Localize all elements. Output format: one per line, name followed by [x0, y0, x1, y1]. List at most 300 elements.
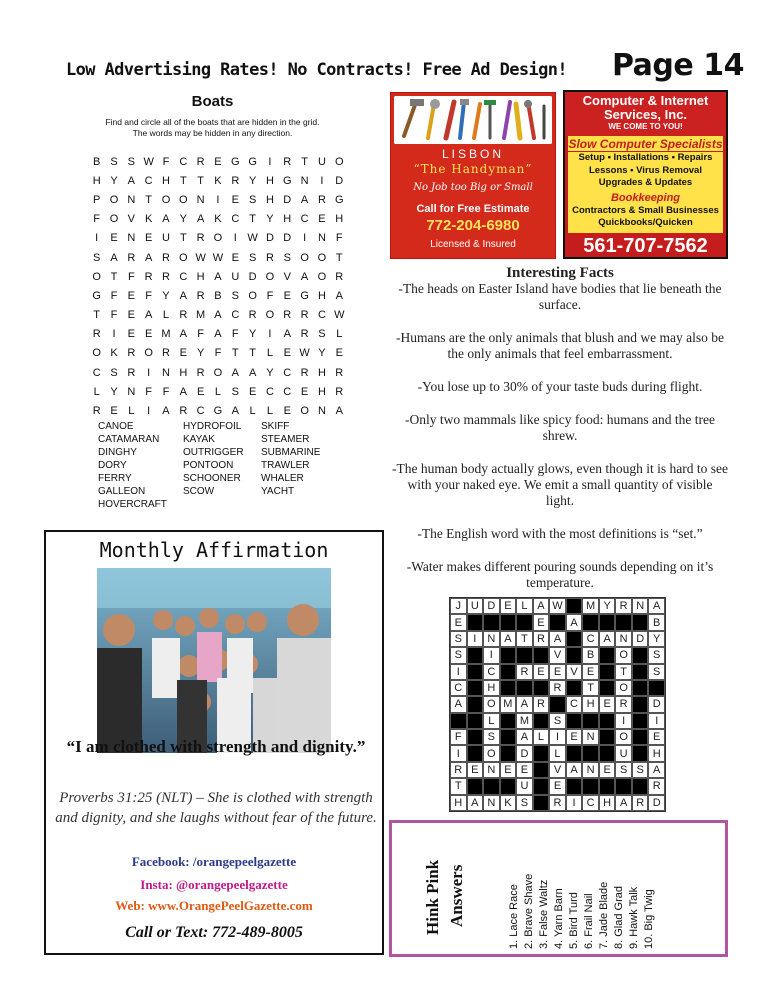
crossword-cell[interactable]: M — [516, 713, 533, 729]
word-search-letter[interactable]: B — [92, 155, 101, 168]
word-search-letter[interactable]: O — [179, 193, 188, 206]
crossword-cell[interactable]: D — [648, 696, 665, 712]
word-search-letter[interactable]: Y — [179, 213, 187, 226]
word-search-letter[interactable]: O — [265, 270, 275, 283]
word-search-letter[interactable]: R — [265, 251, 274, 264]
crossword-black-cell[interactable] — [500, 713, 517, 729]
word-search-letter[interactable]: R — [283, 155, 292, 168]
crossword-black-cell[interactable] — [566, 680, 583, 696]
word-search-letter[interactable]: N — [127, 193, 136, 206]
word-search-letter[interactable]: N — [317, 405, 326, 418]
crossword-cell[interactable]: A — [648, 598, 665, 614]
word-search-letter[interactable]: S — [92, 251, 101, 264]
word-search-letter[interactable]: R — [162, 270, 170, 283]
word-search-letter[interactable]: U — [231, 270, 240, 283]
word-search-letter[interactable]: I — [95, 232, 99, 245]
crossword-cell[interactable]: R — [632, 795, 649, 811]
word-search-letter[interactable]: K — [144, 213, 153, 226]
word-search-letter[interactable]: S — [283, 251, 291, 264]
crossword-cell[interactable]: I — [549, 729, 566, 745]
word-search-letter[interactable]: N — [127, 232, 136, 245]
crossword-black-cell[interactable] — [566, 778, 583, 794]
word-search-letter[interactable]: A — [300, 193, 309, 206]
word-search-letter[interactable]: A — [300, 270, 309, 283]
word-search-letter[interactable]: V — [127, 213, 135, 226]
word-search-letter[interactable]: Y — [248, 174, 257, 187]
word-search-letter[interactable]: L — [336, 328, 343, 341]
crossword-black-cell[interactable] — [582, 713, 599, 729]
crossword-black-cell[interactable] — [533, 762, 550, 778]
word-search-letter[interactable]: W — [334, 309, 345, 322]
crossword-black-cell[interactable] — [615, 614, 632, 630]
crossword-black-cell[interactable] — [467, 664, 484, 680]
crossword-black-cell[interactable] — [533, 713, 550, 729]
crossword-cell[interactable]: I — [615, 713, 632, 729]
word-search-letter[interactable]: N — [317, 232, 326, 245]
crossword-cell[interactable]: U — [615, 745, 632, 761]
crossword-cell[interactable]: V — [549, 647, 566, 663]
crossword-black-cell[interactable] — [533, 680, 550, 696]
crossword-cell[interactable]: T — [615, 664, 632, 680]
crossword-cell[interactable]: R — [615, 696, 632, 712]
word-search-letter[interactable]: R — [179, 405, 188, 418]
word-search-letter[interactable]: Y — [196, 347, 205, 360]
crossword-black-cell[interactable] — [467, 745, 484, 761]
word-search-letter[interactable]: W — [299, 347, 310, 360]
crossword-cell[interactable]: O — [615, 647, 632, 663]
crossword-cell[interactable]: A — [533, 598, 550, 614]
crossword-cell[interactable]: L — [549, 745, 566, 761]
word-search-letter[interactable]: D — [265, 232, 274, 245]
crossword-cell[interactable]: T — [582, 680, 599, 696]
crossword-black-cell[interactable] — [599, 745, 616, 761]
crossword-black-cell[interactable] — [483, 778, 500, 794]
crossword-cell[interactable]: O — [483, 745, 500, 761]
crossword-cell[interactable]: V — [549, 762, 566, 778]
crossword-cell[interactable]: U — [467, 598, 484, 614]
crossword-black-cell[interactable] — [648, 680, 665, 696]
word-search-letter[interactable]: F — [162, 385, 170, 398]
word-search-letter[interactable]: M — [161, 328, 171, 341]
crossword-black-cell[interactable] — [599, 729, 616, 745]
word-search-letter[interactable]: B — [214, 289, 222, 302]
crossword-cell[interactable]: A — [615, 795, 632, 811]
crossword-cell[interactable]: I — [648, 713, 665, 729]
word-search-letter[interactable]: C — [144, 174, 153, 187]
word-search-letter[interactable]: H — [196, 270, 205, 283]
crossword-cell[interactable]: E — [549, 664, 566, 680]
crossword-cell[interactable]: U — [516, 778, 533, 794]
word-search-letter[interactable]: Y — [110, 385, 118, 398]
word-search-letter[interactable]: C — [231, 309, 240, 322]
crossword-black-cell[interactable] — [500, 614, 517, 630]
word-search-letter[interactable]: T — [93, 309, 101, 322]
crossword-cell[interactable]: E — [500, 598, 517, 614]
crossword-black-cell[interactable] — [599, 778, 616, 794]
word-search-letter[interactable]: R — [179, 309, 188, 322]
word-search-letter[interactable]: C — [265, 385, 274, 398]
crossword-cell[interactable]: Y — [599, 598, 616, 614]
word-search-letter[interactable]: K — [214, 213, 222, 226]
word-search-letter[interactable]: A — [179, 328, 187, 341]
word-search-letter[interactable]: R — [162, 347, 170, 360]
word-search-letter[interactable]: A — [214, 328, 222, 341]
word-search-letter[interactable]: E — [127, 309, 135, 322]
word-search-letter[interactable]: H — [265, 193, 274, 206]
word-search-letter[interactable]: O — [265, 309, 275, 322]
word-search-letter[interactable]: C — [283, 366, 292, 379]
word-search-letter[interactable]: G — [231, 155, 240, 168]
word-search-letter[interactable]: I — [112, 328, 116, 341]
website-link[interactable]: Web: www.OrangePeelGazette.com — [115, 898, 313, 913]
word-search-letter[interactable]: A — [248, 366, 257, 379]
word-search-letter[interactable]: C — [92, 366, 101, 379]
word-search-letter[interactable]: Y — [318, 347, 326, 360]
word-search-letter[interactable]: O — [248, 289, 257, 302]
crossword-cell[interactable]: E — [533, 664, 550, 680]
crossword-cell[interactable]: E — [599, 696, 616, 712]
crossword-cell[interactable]: L — [533, 729, 550, 745]
word-search-letter[interactable]: I — [147, 366, 151, 379]
crossword-cell[interactable]: R — [648, 778, 665, 794]
crossword-cell[interactable]: N — [483, 795, 500, 811]
crossword-black-cell[interactable] — [632, 745, 649, 761]
word-search-letter[interactable]: T — [249, 213, 256, 226]
crossword-cell[interactable]: I — [450, 664, 467, 680]
word-search-letter[interactable]: N — [127, 385, 136, 398]
crossword-cell[interactable]: A — [516, 729, 533, 745]
word-search-letter[interactable]: I — [268, 155, 272, 168]
word-search-letter[interactable]: H — [92, 174, 101, 187]
word-search-letter[interactable]: S — [248, 193, 257, 206]
crossword-black-cell[interactable] — [566, 745, 583, 761]
computer-services-ad[interactable] — [563, 90, 728, 259]
crossword-cell[interactable]: H — [648, 745, 665, 761]
word-search-letter[interactable]: A — [335, 289, 343, 302]
crossword-cell[interactable]: B — [648, 614, 665, 630]
word-search-letter[interactable]: T — [145, 193, 153, 206]
crossword-cell[interactable]: L — [483, 713, 500, 729]
crossword-cell[interactable]: L — [516, 598, 533, 614]
crossword-black-cell[interactable] — [566, 647, 583, 663]
word-search-letter[interactable]: A — [144, 309, 153, 322]
word-search-letter[interactable]: I — [320, 174, 324, 187]
crossword-cell[interactable]: N — [632, 598, 649, 614]
crossword-cell[interactable]: N — [582, 762, 599, 778]
crossword-cell[interactable]: S — [549, 713, 566, 729]
word-search-letter[interactable]: R — [196, 366, 205, 379]
crossword-cell[interactable]: R — [450, 762, 467, 778]
word-search-letter[interactable]: S — [231, 289, 239, 302]
word-search-letter[interactable]: G — [248, 155, 257, 168]
word-search-letter[interactable]: T — [335, 251, 343, 264]
word-search-letter[interactable]: O — [300, 251, 309, 264]
word-search-letter[interactable]: S — [231, 385, 239, 398]
word-search-letter[interactable]: R — [196, 155, 205, 168]
word-search-letter[interactable]: H — [179, 366, 188, 379]
word-search-letter[interactable]: E — [248, 385, 257, 398]
word-search-letter[interactable]: K — [110, 347, 118, 360]
crossword-black-cell[interactable] — [632, 647, 649, 663]
crossword-black-cell[interactable] — [500, 647, 517, 663]
crossword-cell[interactable]: N — [582, 729, 599, 745]
crossword-cell[interactable]: E — [549, 778, 566, 794]
word-search-letter[interactable]: E — [144, 232, 153, 245]
crossword-cell[interactable]: A — [450, 696, 467, 712]
crossword-cell[interactable]: O — [615, 729, 632, 745]
word-search-letter[interactable]: W — [212, 251, 224, 264]
word-search-letter[interactable]: A — [162, 213, 170, 226]
word-search-letter[interactable]: F — [266, 289, 274, 302]
crossword-cell[interactable]: C — [582, 631, 599, 647]
word-search-letter[interactable]: E — [144, 328, 153, 341]
crossword-cell[interactable]: N — [483, 762, 500, 778]
crossword-cell[interactable]: E — [533, 614, 550, 630]
crossword-black-cell[interactable] — [599, 680, 616, 696]
word-search-letter[interactable]: T — [231, 347, 239, 360]
crossword-cell[interactable]: D — [632, 631, 649, 647]
word-search-letter[interactable]: O — [92, 347, 101, 360]
crossword-black-cell[interactable] — [599, 664, 616, 680]
word-search-letter[interactable]: F — [145, 289, 153, 302]
word-search-letter[interactable]: P — [92, 193, 101, 206]
word-search-letter[interactable]: O — [144, 347, 153, 360]
word-search-letter[interactable]: O — [334, 155, 344, 168]
word-search-letter[interactable]: L — [249, 405, 256, 418]
word-search-letter[interactable]: S — [318, 328, 326, 341]
word-search-letter[interactable]: E — [318, 213, 326, 226]
word-search-letter[interactable]: E — [179, 347, 187, 360]
crossword-cell[interactable]: V — [566, 664, 583, 680]
word-search-letter[interactable]: O — [109, 213, 119, 226]
word-search-letter[interactable]: R — [127, 366, 136, 379]
crossword-black-cell[interactable] — [533, 647, 550, 663]
word-search-letter[interactable]: E — [231, 251, 239, 264]
word-search-letter[interactable]: D — [283, 193, 292, 206]
crossword-black-cell[interactable] — [483, 614, 500, 630]
crossword-black-cell[interactable] — [582, 745, 599, 761]
word-search-letter[interactable]: R — [196, 232, 205, 245]
word-search-letter[interactable]: C — [317, 309, 326, 322]
word-search-letter[interactable]: V — [283, 270, 291, 283]
crossword-black-cell[interactable] — [467, 778, 484, 794]
crossword-black-cell[interactable] — [500, 745, 517, 761]
word-search-letter[interactable]: F — [197, 328, 204, 341]
word-search-letter[interactable]: F — [110, 309, 118, 322]
crossword-cell[interactable]: S — [615, 762, 632, 778]
word-search-letter[interactable]: E — [231, 193, 239, 206]
word-search-letter[interactable]: R — [335, 385, 344, 398]
word-search-letter[interactable]: C — [179, 270, 188, 283]
crossword-cell[interactable]: H — [599, 795, 616, 811]
crossword-black-cell[interactable] — [516, 680, 533, 696]
word-search-letter[interactable]: D — [248, 270, 257, 283]
crossword-cell[interactable]: E — [500, 762, 517, 778]
crossword-cell[interactable]: B — [582, 647, 599, 663]
crossword-black-cell[interactable] — [632, 696, 649, 712]
crossword-black-cell[interactable] — [632, 614, 649, 630]
word-search-letter[interactable]: G — [92, 289, 101, 302]
word-search-letter[interactable]: R — [300, 366, 309, 379]
word-search-letter[interactable]: S — [127, 155, 135, 168]
word-search-letter[interactable]: R — [283, 309, 292, 322]
word-search-letter[interactable]: C — [283, 385, 292, 398]
word-search-letter[interactable]: F — [110, 289, 118, 302]
word-search-letter[interactable]: R — [317, 193, 326, 206]
word-search-letter[interactable]: G — [300, 289, 309, 302]
word-search-letter[interactable]: Y — [248, 328, 257, 341]
word-search-letter[interactable]: F — [214, 347, 222, 360]
crossword-black-cell[interactable] — [599, 647, 616, 663]
word-search-letter[interactable]: H — [265, 174, 274, 187]
word-search-letter[interactable]: F — [231, 328, 239, 341]
crossword-black-cell[interactable] — [632, 664, 649, 680]
word-search-letter[interactable]: R — [92, 405, 101, 418]
handyman-phone[interactable]: 772-204-6980 — [426, 217, 520, 234]
crossword-cell[interactable]: S — [516, 795, 533, 811]
word-search-letter[interactable]: H — [335, 213, 344, 226]
crossword-black-cell[interactable] — [533, 795, 550, 811]
word-search-letter[interactable]: H — [162, 174, 170, 187]
crossword-cell[interactable]: N — [483, 631, 500, 647]
crossword-black-cell[interactable] — [467, 696, 484, 712]
word-search-letter[interactable]: F — [162, 155, 170, 168]
word-search-letter[interactable]: E — [283, 405, 291, 418]
word-search-letter[interactable]: A — [214, 309, 222, 322]
crossword-black-cell[interactable] — [467, 713, 484, 729]
word-search-letter[interactable]: Y — [266, 366, 274, 379]
word-search-letter[interactable]: C — [231, 213, 240, 226]
crossword-cell[interactable]: M — [500, 696, 517, 712]
crossword-cell[interactable]: R — [615, 598, 632, 614]
handyman-ad[interactable] — [390, 92, 556, 259]
crossword-black-cell[interactable] — [549, 696, 566, 712]
word-search-letter[interactable]: A — [179, 385, 187, 398]
word-search-letter[interactable]: K — [214, 174, 222, 187]
word-search-letter[interactable]: U — [317, 155, 326, 168]
crossword-cell[interactable]: H — [483, 680, 500, 696]
computer-ad-phone[interactable]: 561-707-7562 — [583, 235, 708, 257]
word-search-letter[interactable]: O — [213, 232, 223, 245]
word-search-letter[interactable]: H — [317, 289, 326, 302]
word-search-letter[interactable]: E — [214, 155, 222, 168]
crossword-cell[interactable]: C — [450, 680, 467, 696]
crossword-cell[interactable]: R — [516, 664, 533, 680]
word-search-letter[interactable]: E — [300, 385, 309, 398]
crossword-black-cell[interactable] — [632, 778, 649, 794]
crossword-black-cell[interactable] — [632, 680, 649, 696]
crossword-cell[interactable]: E — [599, 762, 616, 778]
word-search-letter[interactable]: R — [248, 309, 257, 322]
word-search-letter[interactable]: L — [266, 347, 273, 360]
word-search-letter[interactable]: E — [196, 385, 205, 398]
crossword-black-cell[interactable] — [599, 614, 616, 630]
word-search-letter[interactable]: T — [249, 347, 256, 360]
crossword-black-cell[interactable] — [582, 614, 599, 630]
word-search-letter[interactable]: F — [335, 232, 343, 245]
word-search-letter[interactable]: R — [196, 289, 205, 302]
crossword-cell[interactable]: R — [533, 631, 550, 647]
crossword-cell[interactable]: Y — [648, 631, 665, 647]
crossword-cell[interactable]: E — [467, 762, 484, 778]
word-search-letter[interactable]: A — [214, 270, 222, 283]
word-search-letter[interactable]: R — [127, 251, 136, 264]
word-search-letter[interactable]: E — [127, 289, 135, 302]
word-search-letter[interactable]: L — [162, 309, 170, 322]
word-search-letter[interactable]: N — [196, 193, 205, 206]
word-search-letter[interactable]: I — [303, 232, 307, 245]
word-search-letter[interactable]: C — [179, 155, 188, 168]
word-search-letter[interactable]: Y — [110, 174, 118, 187]
crossword-cell[interactable]: D — [516, 745, 533, 761]
word-search-letter[interactable]: I — [233, 232, 237, 245]
crossword-cell[interactable]: K — [500, 795, 517, 811]
crossword-cell[interactable]: O — [483, 696, 500, 712]
word-search-letter[interactable]: R — [300, 328, 309, 341]
word-search-letter[interactable]: U — [162, 232, 170, 245]
instagram-link[interactable]: Insta: @orangepeelgazette — [140, 877, 288, 892]
crossword-cell[interactable]: R — [549, 795, 566, 811]
word-search-letter[interactable]: R — [300, 309, 309, 322]
word-search-letter[interactable]: F — [127, 270, 135, 283]
crossword-cell[interactable]: A — [566, 614, 583, 630]
word-search-letter[interactable]: O — [179, 251, 188, 264]
crossword-black-cell[interactable] — [516, 647, 533, 663]
crossword-cell[interactable]: S — [648, 664, 665, 680]
crossword-cell[interactable]: A — [599, 631, 616, 647]
word-search-letter[interactable]: C — [300, 213, 309, 226]
word-search-letter[interactable]: T — [179, 232, 187, 245]
word-search-letter[interactable]: O — [161, 193, 171, 206]
word-search-letter[interactable]: O — [300, 405, 309, 418]
word-search-letter[interactable]: W — [143, 155, 154, 168]
word-search-letter[interactable]: L — [266, 405, 273, 418]
word-search-letter[interactable]: W — [195, 251, 206, 264]
word-search-letter[interactable]: H — [317, 385, 326, 398]
crossword-cell[interactable]: S — [483, 729, 500, 745]
crossword-cell[interactable]: S — [648, 647, 665, 663]
crossword-black-cell[interactable] — [467, 614, 484, 630]
word-search-letter[interactable]: I — [147, 405, 151, 418]
word-search-letter[interactable]: A — [335, 405, 343, 418]
crossword-cell[interactable]: H — [582, 696, 599, 712]
word-search-letter[interactable]: I — [268, 328, 272, 341]
crossword-cell[interactable]: I — [467, 631, 484, 647]
word-search-letter[interactable]: A — [127, 174, 135, 187]
word-search-letter[interactable]: C — [196, 405, 205, 418]
crossword-black-cell[interactable] — [566, 713, 583, 729]
word-search-letter[interactable]: E — [110, 232, 118, 245]
word-search-letter[interactable]: F — [93, 213, 101, 226]
crossword-black-cell[interactable] — [549, 614, 566, 630]
crossword-cell[interactable]: A — [500, 631, 517, 647]
word-search-letter[interactable]: E — [335, 347, 343, 360]
crossword-cell[interactable]: D — [483, 598, 500, 614]
crossword-black-cell[interactable] — [500, 680, 517, 696]
word-search-letter[interactable]: N — [162, 366, 170, 379]
word-search-letter[interactable]: L — [93, 385, 100, 398]
word-search-letter[interactable]: R — [162, 251, 170, 264]
crossword-black-cell[interactable] — [500, 664, 517, 680]
crossword-cell[interactable]: T — [516, 631, 533, 647]
crossword-cell[interactable]: F — [450, 729, 467, 745]
crossword-black-cell[interactable] — [450, 713, 467, 729]
word-search-letter[interactable]: G — [334, 193, 344, 206]
crossword-cell[interactable]: C — [483, 664, 500, 680]
crossword-cell[interactable]: A — [467, 795, 484, 811]
crossword-black-cell[interactable] — [533, 778, 550, 794]
crossword-black-cell[interactable] — [516, 614, 533, 630]
